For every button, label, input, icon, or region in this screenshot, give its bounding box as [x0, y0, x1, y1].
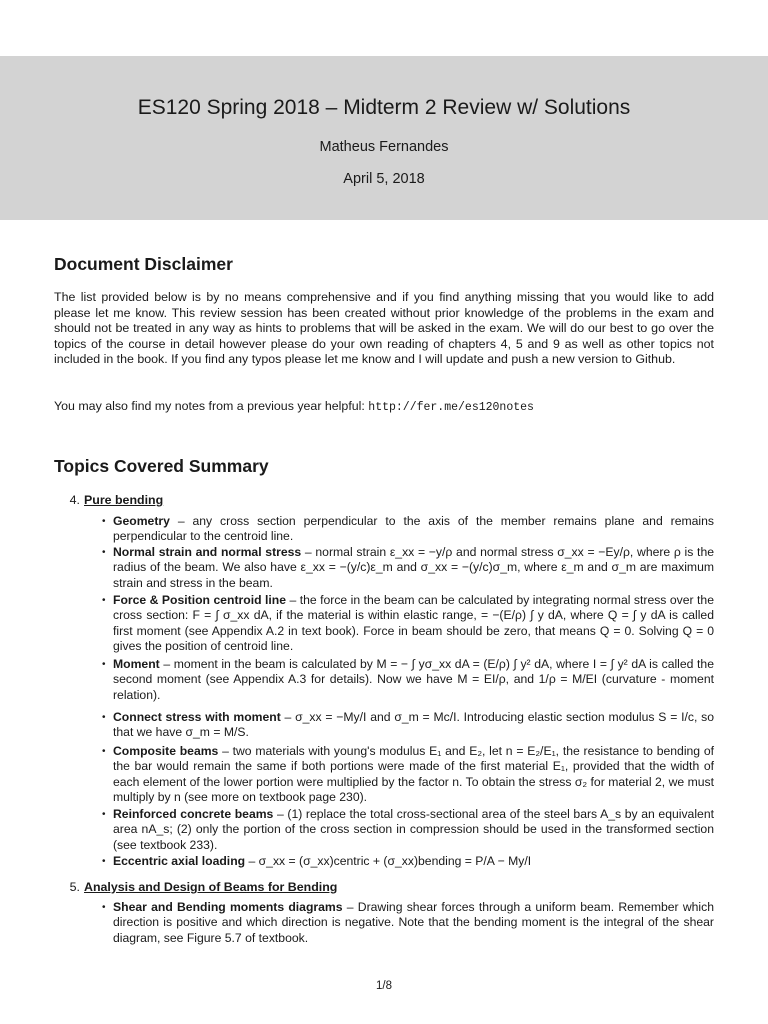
list-item	[113, 514, 714, 545]
list-item	[113, 710, 714, 744]
item-text: – moment in the beam is calculated by M = − ∫ yσ_xx dA = (E/ρ) ∫ y² dA, where I = ∫ y² dA is called the second moment (see Appendix A.3 for details). Now we have M = EI/ρ, and 1/ρ = M/EI (curvature - moment relation).	[113, 657, 714, 702]
item-lead: Force & Position centroid line	[113, 593, 286, 607]
document-title: ES120 Spring 2018 – Midterm 2 Review w/ Solutions	[137, 96, 631, 119]
item-text: – σ_xx = −My/I and σ_m = Mc/I. Introducing elastic section modulus S = I/c, so that we have σ_m = M/S.	[113, 710, 714, 740]
section-4-header	[50, 491, 710, 509]
list-item	[113, 900, 714, 946]
disclaimer-paragraph: The list provided below is by no means comprehensive and if you find anything missing that you would like to add please let me know. This review session has been created without prior knowledge of the problems in the exam and should not be treated in any way as hints to problems that will be asked in the exam. We will do our best to go over the topics of the course in detail however please do your own reading of chapters 4, 5 and 9 as well as other topics not included in the book. If you find any typos please let me know and I will update and push a new version to Github.	[54, 290, 714, 367]
notes-link[interactable]: http://fer.me/es120notes	[368, 401, 534, 414]
list-item	[113, 744, 714, 807]
topics-heading-wrap	[54, 456, 714, 477]
section-5-header	[50, 878, 710, 896]
section-title: Pure bending	[84, 493, 164, 507]
document-date: April 5, 2018	[343, 171, 425, 187]
item-lead: Connect stress with moment	[113, 710, 281, 724]
item-lead: Reinforced concrete beams	[113, 807, 274, 821]
item-lead: Eccentric axial loading	[113, 854, 246, 868]
section-5-list	[113, 900, 714, 946]
item-lead: Shear and Bending moments diagrams	[113, 900, 343, 914]
list-item	[113, 657, 714, 710]
section-number: 5.	[69, 880, 80, 894]
list-item	[113, 854, 714, 872]
topics-heading: Topics Covered Summary	[54, 456, 269, 476]
item-lead: Geometry	[113, 514, 170, 528]
disclaimer-section	[54, 254, 714, 275]
title-banner	[0, 56, 768, 220]
list-item	[113, 807, 714, 854]
author-name: Matheus Fernandes	[319, 139, 449, 155]
notes-text: You may also find my notes from a previous year helpful:	[54, 399, 369, 413]
item-text: – σ_xx = (σ_xx)centric + (σ_xx)bending = P/A − My/I	[245, 854, 532, 868]
item-text: – the force in the beam can be calculated by integrating normal stress over the cross section: F = ∫ σ_xx dA, if the material is within elastic range, = −(E/ρ) ∫ y dA, where Q = ∫ y dA is called first moment (see Appendix A.2 in text book). Force in beam should be zero, that means Q = 0. Solving Q = 0 gives the position of centroid line.	[113, 593, 714, 654]
item-text: – (1) replace the total cross-sectional area of the steel bars A_s by an equivalent area nA_s; (2) only the portion of the cross section in compression should be used in the transformed section (see textbook 233).	[113, 807, 714, 852]
item-text: – normal strain ε_xx = −y/ρ and normal stress σ_xx = −Ey/ρ, where ρ is the radius of the beam. We also have ε_xx = −(y/c)ε_m and σ_xx = −(y/c)σ_m, where ε_m and σ_m are maximum strain and stress in the beam.	[113, 545, 714, 590]
section-number: 4.	[69, 493, 80, 507]
section-4-list	[113, 514, 714, 872]
disclaimer-body	[54, 290, 714, 368]
disclaimer-heading: Document Disclaimer	[54, 254, 233, 274]
notes-line	[54, 399, 714, 416]
item-text: – two materials with young's modulus E₁ and E₂, let n = E₂/E₁, the resistance to bending of the bar would remain the same if both portions were made of the first material E₁, provided that the width of each element of the lower portion were multiplied by the factor n. To obtain the stress σ₂ for material 2, we must multiply by n (see more on textbook page 230).	[113, 744, 714, 805]
item-lead: Normal strain and normal stress	[113, 545, 302, 559]
page-number: 1/8	[376, 980, 392, 992]
item-text: – Drawing shear forces through a uniform beam. Remember which direction is positive and which direction is negative. Note that the bending moment is the integral of the shear diagram, see Figure 5.7 of textbook.	[113, 900, 714, 945]
item-lead: Composite beams	[113, 744, 219, 758]
item-text: – any cross section perpendicular to the axis of the member remains plane and remains perpendicular to the centroid line.	[113, 514, 714, 544]
item-lead: Moment	[113, 657, 160, 671]
list-item	[113, 545, 714, 593]
list-item	[113, 593, 714, 657]
section-title: Analysis and Design of Beams for Bending	[84, 880, 338, 894]
